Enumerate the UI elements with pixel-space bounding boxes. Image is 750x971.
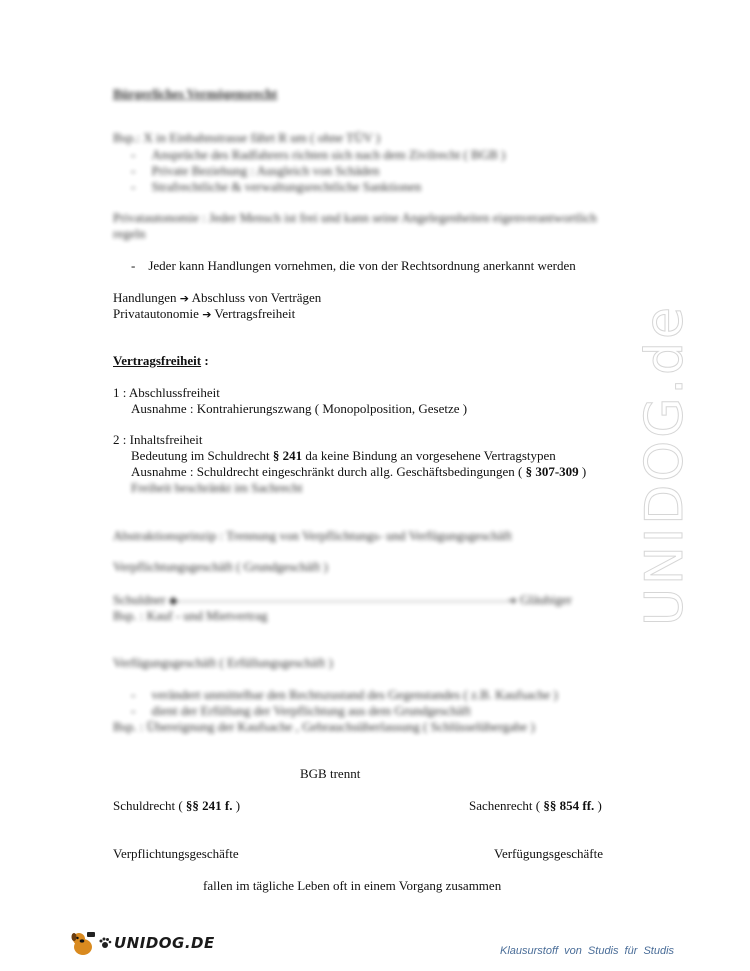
- list-item-detail: Freiheit beschränkt im Sachrecht: [131, 480, 303, 495]
- schuldrecht-label: Schuldrecht ( §§ 241 f. ): [113, 798, 241, 813]
- footer-tagline: Klausurstoff von Studis für Studis: [500, 945, 675, 957]
- privatautonomie-definition-cont: regeln: [113, 226, 146, 241]
- arrow-right-icon: ➔: [179, 292, 190, 305]
- list-item-detail: Bedeutung im Schuldrecht § 241 da keine Bindung an vorgesehene Vertragstypen: [131, 448, 556, 463]
- example-intro: Bsp.: X in Einbahnstrasse fährt R um ( ohne TÜV ): [113, 130, 381, 145]
- verpflichtungsgeschaefte-label: Verpflichtungsgeschäfte: [113, 846, 239, 861]
- arrow-right-icon: ➔: [202, 308, 212, 321]
- example-item: - Strafrechtliche & verwaltungsrechtliche Sanktionen: [131, 179, 422, 194]
- verfuegung-heading: Verfügungsgeschäft ( Erfüllungsgeschäft ): [113, 655, 333, 670]
- watermark: UNIDOG.de: [635, 303, 695, 627]
- list-item-title: 1 : Abschlussfreiheit: [113, 385, 220, 400]
- zusammen-line: fallen im tägliche Leben oft in einem Vorgang zusammen: [203, 878, 502, 893]
- verfuegung-item: - dient der Erfüllung der Verpflichtung aus dem Grundgeschäft: [131, 703, 471, 718]
- relation-line: Privatautonomie ➔ Vertragsfreiheit: [113, 306, 296, 321]
- bullet-text: Jeder kann Handlungen vornehmen, die von der Rechtsordnung anerkannt werden: [148, 258, 576, 273]
- document-heading: Bürgerliches Vermögensrecht: [113, 86, 278, 101]
- bsp-kauf: Bsp. : Kauf - und Mietvertrag: [113, 608, 268, 623]
- logo-text: UNIDOG.DE: [114, 934, 215, 952]
- dog-mascot-icon: [68, 928, 98, 958]
- example-item: - Private Beziehung : Ausgleich von Schäden: [131, 163, 380, 178]
- list-item-detail: Ausnahme : Schuldrecht eingeschränkt durch allg. Geschäftsbedingungen ( § 307-309 ): [131, 464, 587, 479]
- unidog-logo[interactable]: [68, 928, 215, 958]
- sachenrecht-label: Sachenrecht ( §§ 854 ff. ): [469, 798, 602, 813]
- verpflichtung-heading: Verpflichtungsgeschäft ( Grundgeschäft ): [113, 559, 328, 574]
- verfuegung-item: - verändert unmittelbar den Rechtszustand des Gegenstandes ( z.B. Kaufsache ): [131, 687, 558, 702]
- privatautonomie-definition: Privatautonomie : Jeder Mensch ist frei und kann seine Angelegenheiten eigenverantwortlich: [113, 210, 597, 225]
- bullet-dash: -: [131, 258, 136, 273]
- list-item-detail: Ausnahme : Kontrahierungszwang ( Monopolposition, Gesetze ): [131, 401, 468, 416]
- bsp-uebereignung: Bsp. : Übereignung der Kaufsache , Gebrauchsüberlassung ( Schlüsselübergabe ): [113, 719, 535, 734]
- abstraktion-line: Abstraktionsprinzip : Trennung von Verpflichtungs- und Verfügungsgeschäft: [113, 528, 512, 543]
- bullet-handlungen: [131, 258, 576, 274]
- bgb-trennt: BGB trennt: [300, 766, 361, 781]
- paw-icon: [98, 936, 112, 950]
- schuldner-glaeubiger-line: Schuldner ◆ ➔ Gläubiger: [113, 592, 572, 607]
- example-item: - Ansprüche des Radfahrers richten sich nach dem Zivilrecht ( BGB ): [131, 147, 506, 162]
- section-title: Vertragsfreiheit :: [113, 353, 209, 368]
- list-item-title: 2 : Inhaltsfreiheit: [113, 432, 203, 447]
- relation-line: Handlungen ➔ Abschluss von Verträgen: [113, 290, 322, 305]
- verfuegungsgeschaefte-label: Verfügungsgeschäfte: [494, 846, 604, 861]
